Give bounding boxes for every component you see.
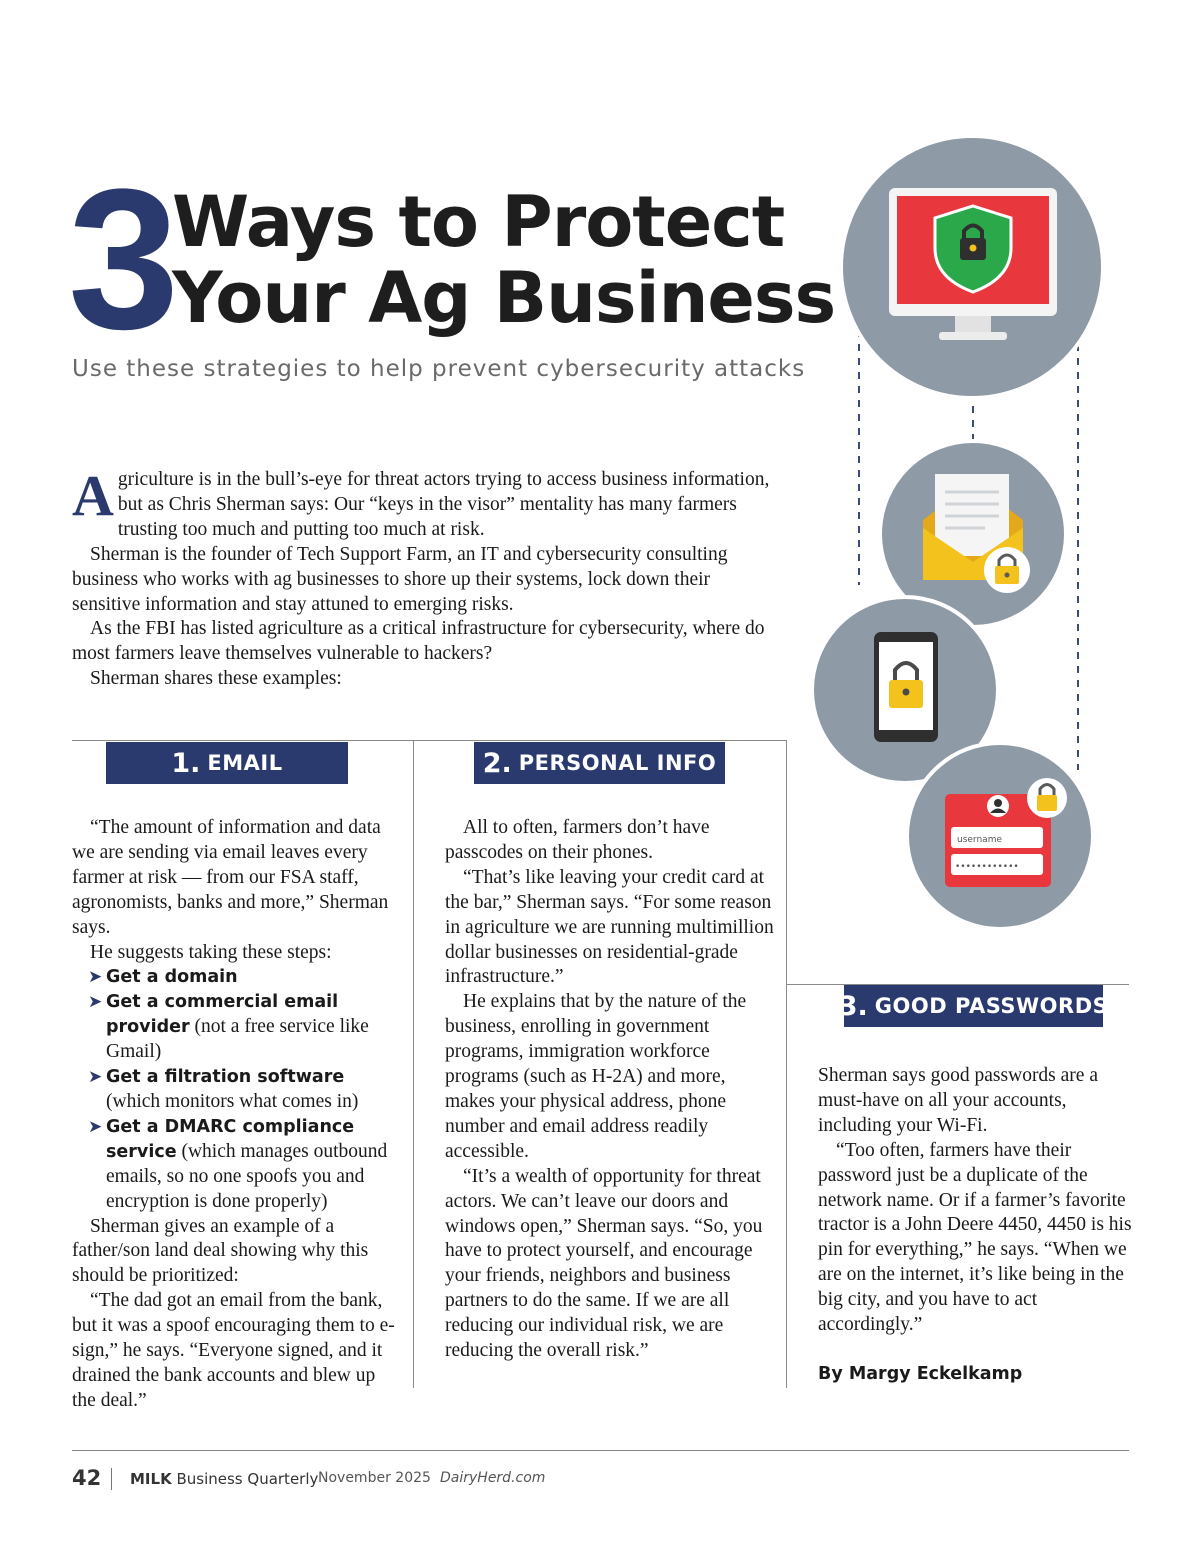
footer-rule bbox=[72, 1450, 1129, 1451]
headline-number: 3 bbox=[68, 148, 174, 371]
email-column bbox=[72, 816, 402, 1414]
step-note: (which monitors what comes in) bbox=[106, 1090, 359, 1112]
publication-brand: MILK bbox=[130, 1470, 172, 1488]
section-label: GOOD PASSWORDS bbox=[874, 994, 1109, 1018]
drop-cap: A bbox=[72, 463, 114, 528]
step-note: (not a free service like Gmail) bbox=[106, 1016, 369, 1063]
personal-paragraph-3: He explains that by the nature of the business, enrolling in government programs, immigration workforce programs (such as H-2A) and more, makes your physical address, phone number and email address readily accessible. bbox=[445, 991, 747, 1162]
step-title: Get a domain bbox=[106, 967, 238, 988]
monitor-shield-icon bbox=[841, 136, 1103, 398]
column-divider-2 bbox=[786, 740, 787, 1388]
email-paragraph-4: “The dad got an email from the bank, but it was a spoof encouraging them to e-sign,” he says. “Everyone signed, and it drained the bank accounts and blew up the deal.” bbox=[72, 1290, 395, 1411]
section-number: 3. bbox=[838, 990, 868, 1022]
cybersecurity-illustration bbox=[805, 130, 1105, 930]
intro-paragraph-2: Sherman is the founder of Tech Support Farm, an IT and cybersecurity consulting business who works with ag businesses to shore up their systems, lock down their sensitive information and stay attuned to emerging risks. bbox=[72, 543, 728, 615]
section-rule-top bbox=[72, 740, 786, 741]
username-field-label: username bbox=[957, 835, 1002, 845]
arrow-icon: ➤ bbox=[88, 1067, 103, 1088]
personal-paragraph-1: All to often, farmers don’t have passcodes on their phones. bbox=[445, 817, 710, 863]
section-number: 1. bbox=[171, 747, 201, 779]
subtitle: Use these strategies to help prevent cybersecurity attacks bbox=[72, 356, 806, 382]
step-title: Get a filtration software bbox=[106, 1067, 345, 1088]
passwords-column bbox=[818, 1064, 1138, 1338]
personal-info-column bbox=[445, 816, 775, 1364]
section-number: 2. bbox=[482, 747, 512, 779]
publication-title: Business Quarterly bbox=[171, 1470, 319, 1488]
email-step bbox=[72, 990, 402, 1065]
headline-line-2: Your Ag Business bbox=[172, 257, 836, 339]
arrow-icon: ➤ bbox=[88, 967, 103, 988]
column-divider-1 bbox=[413, 740, 414, 1388]
intro-paragraph-4: Sherman shares these examples: bbox=[90, 668, 342, 690]
intro-paragraph-3: As the FBI has listed agriculture as a critical infrastructure for cybersecurity, where do most farmers leave themselves vulnerable to hackers? bbox=[72, 618, 765, 665]
publication-name bbox=[130, 1470, 318, 1488]
step-note: (which manages outbound emails, so no one spoofs you and encryption is done properly) bbox=[106, 1140, 388, 1212]
intro-text-1: griculture is in the bull’s-eye for threat actors trying to access business information, but as Chris Sherman says: Our “keys in the visor” mentality has many farmers trusting too much and putting too much at risk. bbox=[117, 469, 770, 540]
step-title: Get a commercial email provider bbox=[106, 992, 339, 1038]
email-paragraph-1: “The amount of information and data we are sending via email leaves every farmer at risk — from our FSA staff, agronomists, banks and more,” Sherman says. bbox=[72, 817, 389, 938]
footer-separator bbox=[111, 1468, 112, 1490]
email-paragraph-2: He suggests taking these steps: bbox=[90, 941, 332, 963]
section-label: EMAIL bbox=[207, 751, 283, 775]
section-label: PERSONAL INFO bbox=[518, 751, 717, 775]
arrow-icon: ➤ bbox=[88, 1116, 103, 1137]
section-header-personal-info bbox=[474, 742, 725, 784]
intro-paragraph-1 bbox=[72, 463, 772, 543]
issue-date: November 2025 bbox=[318, 1470, 431, 1486]
personal-paragraph-4: “It’s a wealth of opportunity for threat actors. We can’t leave our doors and windows open,” Sherman says. “So, you have to protect yourself, and encourage your friends, neighbors and business partners to do the same. If we are all reducing our individual risk, we are reducing the overall risk.” bbox=[445, 1165, 763, 1362]
password-mask: •••••••••••• bbox=[955, 862, 1019, 872]
section-header-email bbox=[106, 742, 348, 784]
website-link[interactable]: DairyHerd.com bbox=[440, 1470, 546, 1486]
email-step bbox=[72, 965, 402, 990]
page-number: 42 bbox=[72, 1466, 102, 1490]
arrow-icon: ➤ bbox=[88, 992, 103, 1013]
section-header-good-passwords bbox=[838, 985, 1109, 1027]
byline: By Margy Eckelkamp bbox=[818, 1364, 1023, 1384]
passwords-paragraph-1: Sherman says good passwords are a must-have on all your accounts, including your Wi-Fi. bbox=[818, 1065, 1098, 1136]
login-form-icon bbox=[907, 743, 1093, 929]
personal-paragraph-2: “That’s like leaving your credit card at the bar,” Sherman says. “For some reason in agriculture we are running multimillion dollar businesses on residential-grade infrastructure.” bbox=[445, 866, 774, 988]
passwords-paragraph-2: “Too often, farmers have their password just be a duplicate of the network name. Or if a farmer’s favorite tractor is a John Deere 4450, 4450 is his pin for everything,” he says. “When we are on the internet, it’s like being in the big city, and you have to act accordingly.” bbox=[818, 1139, 1132, 1336]
intro bbox=[72, 463, 772, 692]
headline-line-1: Ways to Protect bbox=[172, 181, 785, 263]
email-paragraph-3: Sherman gives an example of a father/son land deal showing why this should be prioritized: bbox=[72, 1215, 369, 1287]
email-step bbox=[72, 1065, 402, 1115]
email-step bbox=[72, 1115, 402, 1215]
step-title: Get a DMARC compliance service bbox=[106, 1116, 355, 1162]
